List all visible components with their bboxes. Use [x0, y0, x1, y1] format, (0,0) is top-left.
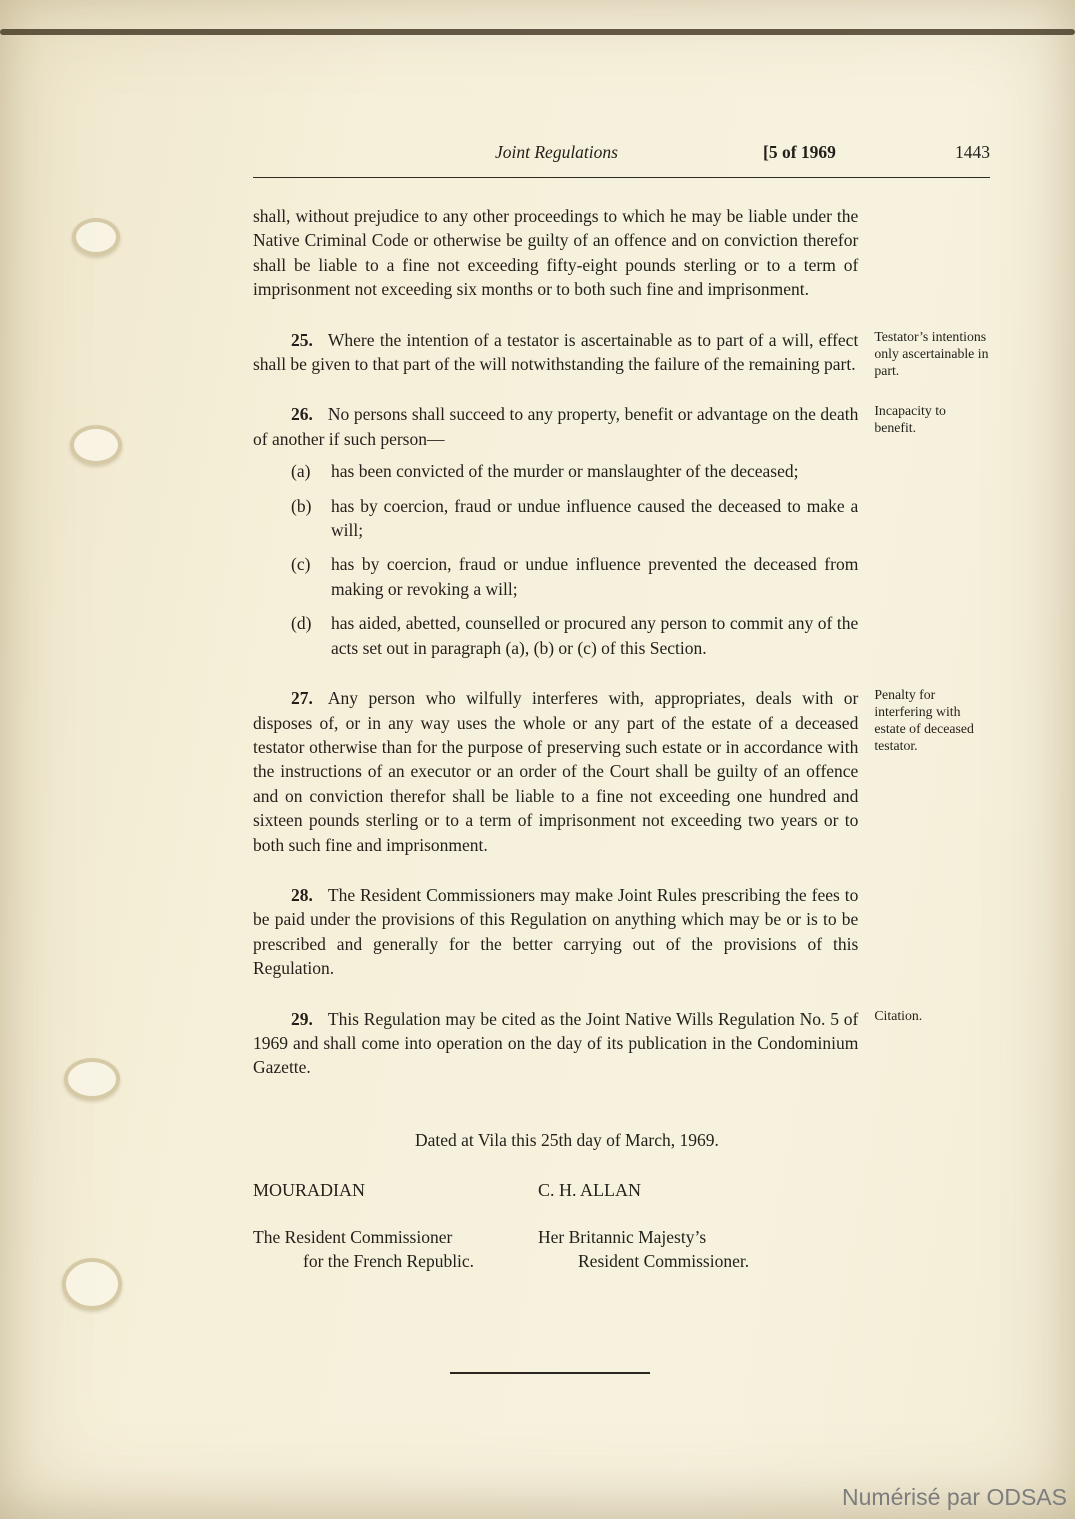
item-text: has been convicted of the murder or manslaughter of the deceased; [331, 461, 799, 482]
signature-name-right: C. H. ALLAN [538, 1180, 641, 1201]
signature-names [253, 1178, 858, 1202]
item-text: has by coercion, fraud or undue influence prevented the deceased from making or revoking a will; [331, 554, 859, 599]
paragraph-continuation: shall, without prejudice to any other proceedings to which he may be liable under the Native Criminal Code or otherwise be guilty of an offence and on conviction therefor shall be liable to a fine not exceeding fifty-eight pounds sterling or to a term of imprisonment not exceeding six months or to both such fine and imprisonment. [253, 206, 859, 300]
header-rule [253, 177, 990, 178]
row-section-26 [253, 402, 990, 686]
punch-hole [72, 218, 120, 256]
section-text: No persons shall succeed to any property, benefit or advantage on the death of another if such person— [253, 404, 859, 449]
end-rule [450, 1372, 650, 1374]
row-section-25 [253, 328, 990, 403]
section-number: 25. [291, 329, 313, 350]
section-27 [253, 686, 858, 857]
margin-note-26: Incapacity to benefit. [874, 403, 946, 436]
signature-titles [253, 1225, 858, 1274]
dated-line: Dated at Vila this 25th day of March, 1969. [415, 1129, 719, 1150]
row-section-29 [253, 1007, 990, 1106]
section-29 [253, 1007, 858, 1080]
punch-hole [62, 1258, 122, 1310]
item-label: (a) [291, 461, 311, 482]
signature-title-line: for the French Republic. [303, 1251, 475, 1271]
main-column [253, 204, 858, 328]
list-item [253, 552, 858, 601]
scan-watermark: Numérisé par ODSAS [842, 1484, 1067, 1510]
section-text: The Resident Commissioners may make Joint Rules prescribing the fees to be paid under the provisions of this Regulation on anything which may be or is to be prescribed and generally for the better carrying out of the provisions of this Regulation. [253, 884, 859, 979]
running-title: Joint Regulations [495, 142, 618, 162]
section-number: 26. [291, 404, 313, 425]
item-label: (c) [291, 554, 311, 575]
margin-note-29: Citation. [874, 1007, 923, 1023]
page-header [253, 142, 990, 170]
section-number: 29. [291, 1008, 313, 1029]
section-26 [253, 402, 858, 451]
item-text: has by coercion, fraud or undue influence caused the deceased to make a will; [331, 495, 859, 541]
item-label: (d) [291, 613, 312, 634]
page-number: 1443 [955, 142, 990, 162]
page-content [253, 142, 990, 1273]
signature-name-left: MOURADIAN [253, 1180, 365, 1201]
margin-note-25: Testator’s intentions only ascertainable in part. [874, 328, 989, 378]
item-label: (b) [291, 495, 312, 516]
issue-number: [5 of 1969 [763, 142, 836, 162]
item-text: has aided, abetted, counselled or procured any person to commit any of the acts set out in paragraph (a), (b) or (c) of this Section. [331, 613, 859, 658]
signature-title-line: Resident Commissioner. [578, 1251, 750, 1271]
signature-title-left [253, 1225, 538, 1274]
section-26-items [253, 459, 858, 660]
punch-hole [70, 425, 122, 465]
punch-hole [64, 1058, 120, 1100]
row-intro [253, 204, 990, 328]
signature-title-right [538, 1225, 749, 1274]
section-text: Any person who wilfully interferes with, appropriates, deals with or disposes of, or in any way uses the whole or any part of the estate of a deceased testator otherwise than for the purpose of preserving such estate or in accordance with the instructions of an executor or an order of the Court shall be guilty of an offence and on conviction therefor shall be liable to a fine not exceeding one hundred and sixteen pounds sterling or to a term of imprisonment not exceeding two years or to both such fine and imprisonment. [253, 688, 859, 855]
row-section-28 [253, 883, 990, 1007]
list-item [253, 459, 858, 483]
scan-edge-shadow [0, 29, 1075, 35]
signature-title-line: Her Britannic Majesty’s [538, 1226, 707, 1247]
section-text: Where the intention of a testator is ascertainable as to part of a will, effect shall be given to that part of the will notwithstanding the failure of the remaining part. [253, 329, 859, 375]
margin-note-27: Penalty for interfering with estate of deceased testator. [874, 687, 974, 754]
signature-title-line: The Resident Commissioner [253, 1226, 453, 1247]
section-text: This Regulation may be cited as the Joint Native Wills Regulation No. 5 of 1969 and shall come into operation on the day of its publication in the Condominium Gazette. [253, 1008, 859, 1078]
section-25 [253, 328, 858, 377]
section-28 [253, 883, 858, 981]
section-number: 28. [291, 884, 313, 905]
section-number: 27. [291, 688, 313, 709]
list-item [253, 611, 858, 660]
row-section-27 [253, 686, 990, 883]
list-item [253, 494, 858, 543]
row-closing [253, 1106, 990, 1274]
